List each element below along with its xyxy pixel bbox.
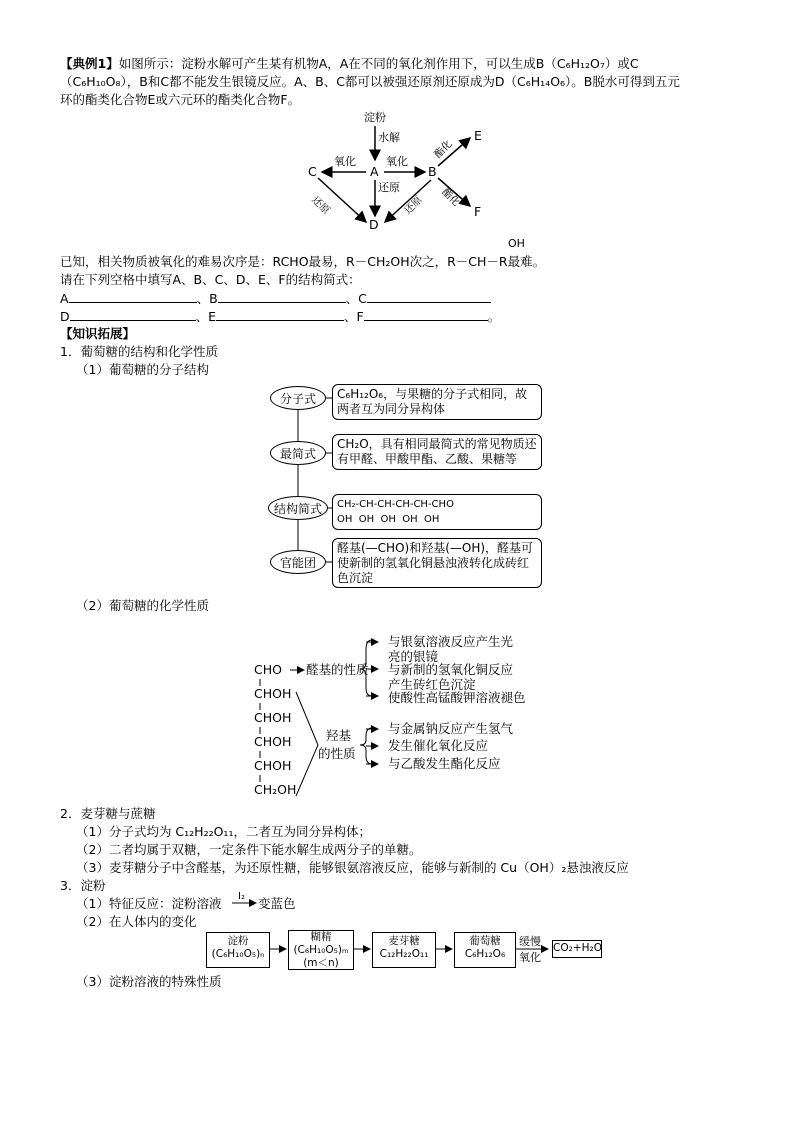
flow-starch	[206, 932, 270, 968]
flow-oxidation-label: 氧化	[519, 951, 541, 964]
flow-dextrin-formula: (C₆H₁₀O₅)ₘ	[293, 944, 349, 956]
hydroxyl-label-2: 的性质	[318, 746, 356, 761]
given-order: 已知，相关物质被氧化的难易次序是：RCHO最易，R－CH₂OH次之，R－CH－R最难。	[60, 254, 546, 269]
structural-formula-chain: CH₂-CH-CH-CH-CH-CHO	[337, 499, 454, 510]
flow-starch-name: 淀粉	[227, 935, 249, 947]
section-2-item-2: （2）二者均属于双糖，一定条件下能水解生成两分子的单糖。	[76, 842, 422, 857]
flow-glucose-name: 葡萄糖	[469, 935, 501, 947]
blank-label-b: 、B	[196, 291, 218, 306]
blank-label-e: 、E	[195, 309, 217, 324]
scheme-A: A	[370, 164, 379, 179]
structural-formula-oh: OH OH OH OH OH	[337, 514, 440, 525]
section-3-1: （1）特征反应：淀粉溶液	[76, 896, 222, 911]
example-tag: 【典例1】	[60, 56, 119, 71]
answer-end: 。	[487, 309, 501, 324]
blank-label-a: A	[60, 291, 69, 306]
flow-end-product: CO₂+H₂O	[552, 940, 602, 958]
scheme-oxidation-right: 氧化	[386, 155, 408, 168]
oval-structural-formula: 结构简式	[268, 496, 328, 520]
blank-label-d: D	[60, 309, 70, 324]
section-2-title: 2．麦芽糖与蔗糖	[60, 806, 156, 821]
scheme-E: E	[474, 128, 482, 143]
blank-label-c: 、C	[345, 291, 367, 306]
scheme-B: B	[428, 164, 437, 179]
aldehyde-item-1: 与银氨溶液反应产生光	[388, 634, 514, 649]
flow-dextrin-condition: (m＜n)	[303, 957, 339, 969]
flow-dextrin-name: 糊精	[310, 931, 332, 943]
box-molecular-formula: C₆H₁₂O₆，与果糖的分子式相同，故两者互为同分异构体	[332, 384, 542, 420]
aldehyde-item-2: 与新制的氢氧化铜反应	[388, 662, 514, 677]
section-1-1-title: （1）葡萄糖的分子结构	[76, 362, 209, 377]
given-prompt: 请在下列空格中填写A、B、C、D、E、F的结构简式：	[60, 272, 361, 287]
flow-starch-formula: (C₆H₁₀O₅)ₙ	[211, 948, 265, 960]
box-functional-group: 醛基(—CHO)和羟基(—OH)，醛基可使新制的氢氧化铜悬浊液转化成砖红色沉淀	[332, 538, 542, 588]
section-2-item-1: （1）分子式均为 C₁₂H₂₂O₁₁，二者互为同分异构体；	[76, 824, 371, 839]
section-1-2-title: （2）葡萄糖的化学性质	[76, 598, 209, 613]
knowledge-title: 【知识拓展】	[60, 326, 136, 341]
chain-choh-4: CHOH	[254, 758, 292, 773]
chain-choh-3: CHOH	[254, 734, 292, 749]
scheme-reduction-left: 还原	[309, 194, 332, 217]
flow-slow-label: 缓慢	[519, 935, 541, 948]
example-text-1: 如图所示：淀粉水解可产生某有机物A，A在不同的氧化剂作用下，可以生成B（C₆H₁₂O₇）或C	[118, 56, 639, 71]
flow-glucose-formula: C₆H₁₂O₆	[464, 948, 506, 960]
scheme-D: D	[369, 217, 379, 232]
aldehyde-property-label: 醛基的性质	[306, 662, 369, 677]
flow-maltose	[372, 932, 436, 968]
iodine-reagent: I₂	[238, 891, 245, 902]
section-3-3: （3）淀粉溶液的特殊性质	[76, 974, 222, 989]
aldehyde-item-3: 使酸性高锰酸钾溶液褪色	[388, 690, 526, 705]
example-line-2: （C₆H₁₀O₈），B和C都不能发生银镜反应。A、B、C都可以被强还原剂还原成为D（C₆H₁₄O₆）。B脱水可得到五元	[60, 74, 680, 89]
chain-ch2oh: CH₂OH	[254, 782, 297, 797]
hydroxyl-item-1: 与金属钠反应产生氢气	[388, 721, 514, 736]
flow-dextrin	[288, 930, 354, 970]
scheme-C: C	[308, 164, 317, 179]
hydroxyl-item-2: 发生催化氧化反应	[388, 738, 489, 753]
oval-functional-group: 官能团	[270, 550, 326, 574]
chain-choh-1: CHOH	[254, 686, 292, 701]
section-2-item-3: （3）麦芽糖分子中含醛基，为还原性糖，能够银氨溶液反应，能够与新制的 Cu（OH）₂悬浊液反应	[76, 860, 629, 875]
scheme-reduction-right: 还原	[402, 194, 425, 217]
oval-molecular-formula: 分子式	[270, 386, 326, 410]
scheme-starch: 淀粉	[364, 111, 386, 124]
flow-glucose	[454, 932, 516, 968]
chain-choh-2: CHOH	[254, 710, 292, 725]
scheme-F: F	[474, 204, 482, 219]
aldehyde-item-2b: 产生砖红色沉淀	[388, 677, 476, 692]
scheme-oxidation-left: 氧化	[334, 155, 356, 168]
aldehyde-item-1b: 亮的银镜	[388, 649, 439, 664]
box-simplest-formula: CH₂O，具有相同最简式的常见物质还有甲醛、甲酸甲酯、乙酸、果糖等	[332, 434, 542, 470]
blank-label-f: 、F	[344, 309, 364, 324]
given-oh: OH	[508, 237, 525, 250]
flow-maltose-formula: C₁₂H₂₂O₁₁	[379, 948, 429, 960]
scheme-reduction-center: 还原	[378, 181, 400, 194]
hydroxyl-label-1: 羟基	[326, 728, 352, 743]
example-line-3: 环的酯类化合物E或六元环的酯类化合物F。	[60, 92, 301, 107]
iodine-result: 变蓝色	[258, 896, 296, 911]
section-3-title: 3．淀粉	[60, 878, 106, 893]
flow-maltose-name: 麦芽糖	[388, 935, 420, 947]
section-1-title: 1．葡萄糖的结构和化学性质	[60, 344, 218, 359]
section-3-2: （2）在人体内的变化	[76, 914, 197, 929]
chain-cho: CHO	[254, 662, 282, 677]
scheme-hydrolysis: 水解	[378, 131, 400, 144]
hydroxyl-item-3: 与乙酸发生酯化反应	[388, 756, 501, 771]
scheme-esterify-up: 酯化	[432, 138, 455, 161]
scheme-esterify-down: 酯化	[439, 186, 462, 209]
oval-simplest-formula: 最简式	[270, 441, 326, 465]
